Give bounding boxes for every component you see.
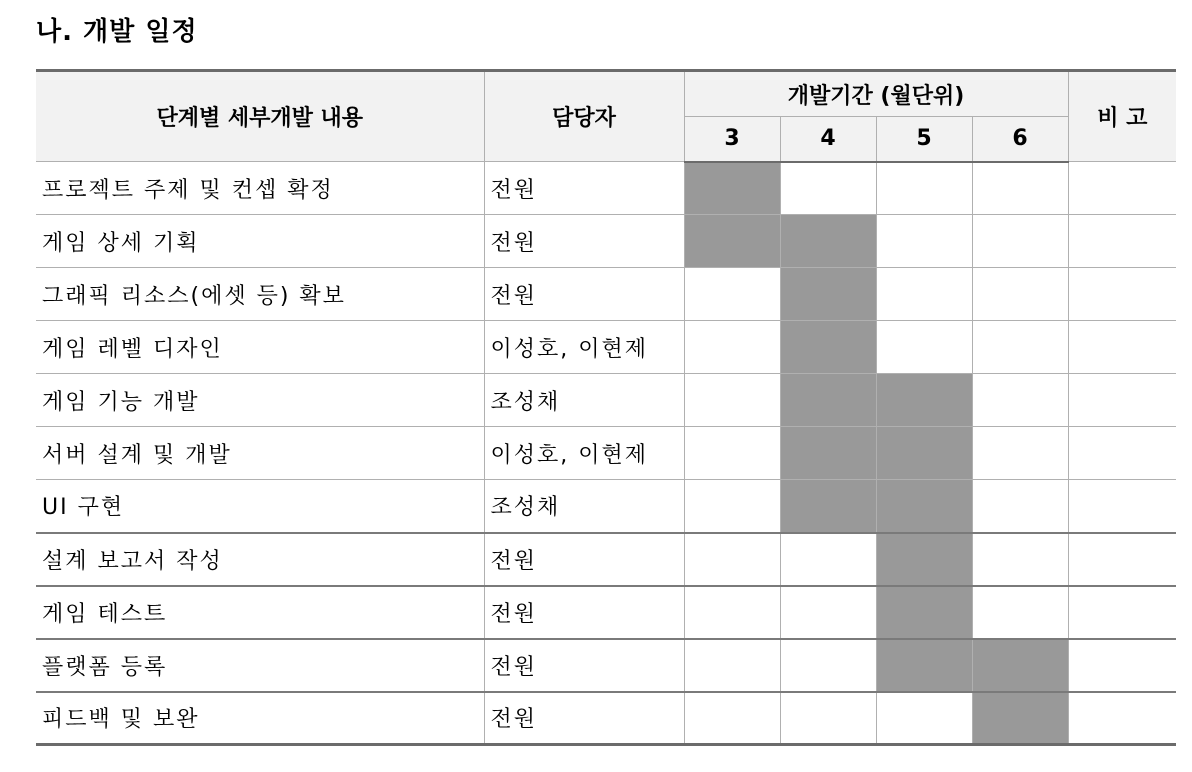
month-cell [780, 162, 876, 215]
month-header: 5 [876, 117, 972, 162]
table-row [36, 268, 1176, 321]
month-cell [876, 321, 972, 374]
note-cell [1068, 215, 1176, 268]
table-row [36, 533, 1176, 586]
table-row [36, 427, 1176, 480]
month-cell [684, 533, 780, 586]
task-cell: 설계 보고서 작성 [36, 533, 484, 586]
month-cell-active [876, 374, 972, 427]
month-cell-active [780, 427, 876, 480]
month-cell [972, 586, 1068, 639]
month-cell [684, 427, 780, 480]
header-row [36, 71, 1176, 117]
month-cell [684, 321, 780, 374]
month-header: 6 [972, 117, 1068, 162]
table-row [36, 692, 1176, 745]
note-cell [1068, 321, 1176, 374]
month-cell-active [972, 639, 1068, 692]
schedule-body [36, 162, 1176, 745]
task-cell: UI 구현 [36, 480, 484, 533]
month-cell-active [780, 480, 876, 533]
note-column-header: 비 고 [1068, 71, 1176, 162]
task-cell: 게임 상세 기획 [36, 215, 484, 268]
table-row [36, 480, 1176, 533]
month-cell [972, 215, 1068, 268]
task-cell: 프로젝트 주제 및 컨셉 확정 [36, 162, 484, 215]
owner-cell: 이성호, 이현제 [484, 427, 684, 480]
month-cell-active [684, 215, 780, 268]
month-cell [972, 321, 1068, 374]
owner-cell: 전원 [484, 268, 684, 321]
owner-column-header: 담당자 [484, 71, 684, 162]
month-cell [780, 639, 876, 692]
month-cell [876, 162, 972, 215]
month-cell [684, 692, 780, 745]
section-title: 나. 개발 일정 [36, 17, 198, 47]
table-row [36, 162, 1176, 215]
note-cell [1068, 268, 1176, 321]
development-schedule-table [36, 69, 1176, 746]
note-cell [1068, 162, 1176, 215]
month-cell [972, 268, 1068, 321]
owner-cell: 전원 [484, 215, 684, 268]
month-cell [972, 480, 1068, 533]
task-cell: 게임 테스트 [36, 586, 484, 639]
table-row [36, 215, 1176, 268]
month-cell [684, 639, 780, 692]
month-cell [684, 480, 780, 533]
month-cell [780, 533, 876, 586]
month-cell-active [876, 586, 972, 639]
note-cell [1068, 374, 1176, 427]
table-row [36, 639, 1176, 692]
owner-cell: 조성채 [484, 480, 684, 533]
month-cell-active [972, 692, 1068, 745]
task-cell: 피드백 및 보완 [36, 692, 484, 745]
task-cell: 게임 레벨 디자인 [36, 321, 484, 374]
month-cell [972, 374, 1068, 427]
note-cell [1068, 639, 1176, 692]
month-cell [972, 162, 1068, 215]
note-cell [1068, 533, 1176, 586]
month-cell [780, 586, 876, 639]
month-cell [972, 427, 1068, 480]
owner-cell: 전원 [484, 533, 684, 586]
month-cell [972, 533, 1068, 586]
month-cell [684, 586, 780, 639]
month-cell [876, 215, 972, 268]
owner-cell: 조성채 [484, 374, 684, 427]
task-column-header: 단계별 세부개발 내용 [36, 71, 484, 162]
table-row [36, 586, 1176, 639]
note-cell [1068, 692, 1176, 745]
note-cell [1068, 586, 1176, 639]
month-cell-active [780, 268, 876, 321]
month-cell [684, 374, 780, 427]
month-header: 3 [684, 117, 780, 162]
task-cell: 플랫폼 등록 [36, 639, 484, 692]
month-cell-active [684, 162, 780, 215]
month-cell-active [876, 639, 972, 692]
note-cell [1068, 480, 1176, 533]
task-cell: 게임 기능 개발 [36, 374, 484, 427]
month-cell [876, 268, 972, 321]
month-cell-active [876, 480, 972, 533]
owner-cell: 이성호, 이현제 [484, 321, 684, 374]
period-column-header: 개발기간 (월단위) [684, 71, 1068, 117]
owner-cell: 전원 [484, 586, 684, 639]
month-cell-active [780, 321, 876, 374]
month-cell-active [876, 427, 972, 480]
month-cell [684, 268, 780, 321]
owner-cell: 전원 [484, 639, 684, 692]
month-cell-active [780, 215, 876, 268]
owner-cell: 전원 [484, 162, 684, 215]
month-cell [780, 692, 876, 745]
month-header: 4 [780, 117, 876, 162]
note-cell [1068, 427, 1176, 480]
table-row [36, 374, 1176, 427]
task-cell: 서버 설계 및 개발 [36, 427, 484, 480]
month-cell-active [780, 374, 876, 427]
month-cell-active [876, 533, 972, 586]
month-cell [876, 692, 972, 745]
owner-cell: 전원 [484, 692, 684, 745]
task-cell: 그래픽 리소스(에셋 등) 확보 [36, 268, 484, 321]
table-row [36, 321, 1176, 374]
